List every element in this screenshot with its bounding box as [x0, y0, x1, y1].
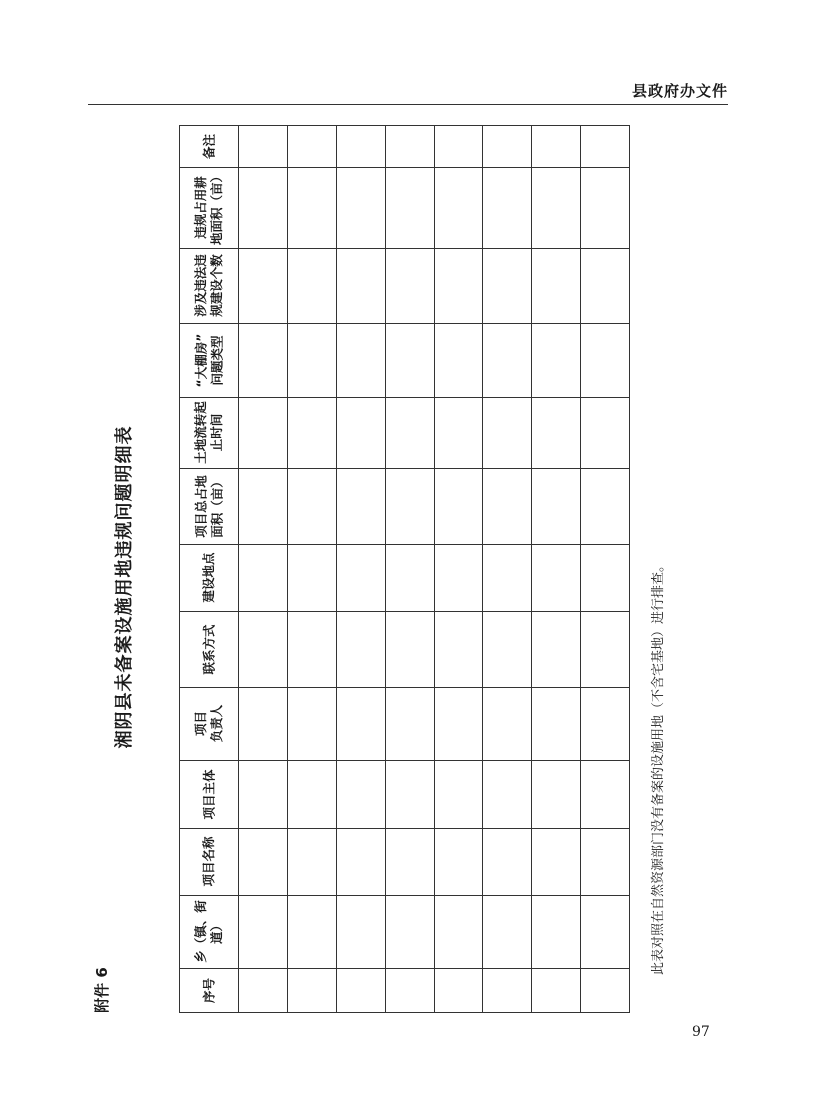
table-cell: [385, 397, 434, 468]
table-cell: [531, 611, 580, 687]
table-cell: [482, 397, 531, 468]
table-cell: [531, 397, 580, 468]
table-cell: [482, 895, 531, 968]
table-cell: [434, 828, 482, 895]
column-header: 项目主体: [200, 769, 216, 820]
table-cell: [531, 895, 580, 968]
table-cell: [238, 167, 287, 248]
footnote: 此表对照在自然资源部门没有备案的设施用地（不含宅基地）进行排查。: [651, 558, 666, 975]
table-cell: [434, 323, 482, 397]
table-cell: [482, 167, 531, 248]
table-cell: [336, 544, 385, 611]
table-cell: [482, 248, 531, 323]
table-cell: [238, 323, 287, 397]
table-cell: [385, 968, 434, 1012]
table-cell: [336, 968, 385, 1012]
table-cell: [238, 468, 287, 544]
table-cell: [287, 125, 336, 167]
table-cell: [580, 968, 629, 1012]
table-cell: [238, 611, 287, 687]
table-cell: [385, 167, 434, 248]
table-cell: [580, 760, 629, 828]
header-cell: [179, 687, 238, 760]
table-cell: [434, 248, 482, 323]
header-cell: [179, 397, 238, 468]
table-cell: [385, 611, 434, 687]
table-cell: [287, 611, 336, 687]
table-cell: [238, 544, 287, 611]
table-cell: [580, 125, 629, 167]
table-cell: [336, 125, 385, 167]
column-header: 乡（镇、街 道）: [192, 900, 224, 963]
table-cell: [482, 828, 531, 895]
table-cell: [385, 544, 434, 611]
table-cell: [580, 611, 629, 687]
table-cell: [482, 323, 531, 397]
header-cell: [179, 760, 238, 828]
table-cell: [287, 895, 336, 968]
table-title: 湘阴县未备案设施用地违规问题明细表: [114, 425, 135, 749]
header-cell: [179, 611, 238, 687]
table-cell: [580, 323, 629, 397]
table-cell: [482, 687, 531, 760]
table-cell: [336, 895, 385, 968]
table-cell: [385, 895, 434, 968]
column-header: 建设地点: [200, 552, 216, 603]
table-cell: [482, 468, 531, 544]
column-header: 违规占用耕 地面积（亩）: [192, 170, 224, 246]
header-cell: [179, 828, 238, 895]
table-cell: [531, 167, 580, 248]
table-cell: [336, 687, 385, 760]
table-cell: [336, 248, 385, 323]
page-number: 97: [692, 1024, 710, 1040]
table-cell: [580, 687, 629, 760]
table-cell: [238, 248, 287, 323]
table-cell: [287, 397, 336, 468]
table-cell: [434, 687, 482, 760]
table-cell: [238, 687, 287, 760]
table-cell: [336, 323, 385, 397]
column-header: 项目总占地 面积（亩）: [192, 474, 224, 538]
header-title: 县政府办文件: [631, 82, 728, 100]
table-cell: [336, 468, 385, 544]
table-cell: [482, 611, 531, 687]
table-cell: [434, 968, 482, 1012]
table-cell: [580, 468, 629, 544]
table-cell: [482, 760, 531, 828]
table-cell: [434, 167, 482, 248]
table-cell: [238, 895, 287, 968]
table-cell: [580, 895, 629, 968]
table-cell: [434, 468, 482, 544]
table-cell: [531, 323, 580, 397]
header-rule: [88, 104, 728, 105]
table-cell: [287, 323, 336, 397]
table-cell: [336, 397, 385, 468]
table-cell: [287, 167, 336, 248]
table-cell: [385, 248, 434, 323]
header-cell: [179, 125, 238, 167]
column-header: 土地流转起 止时间: [192, 401, 224, 464]
table-cell: [580, 828, 629, 895]
header-cell: [179, 248, 238, 323]
column-header: 项目 负责人: [192, 704, 224, 743]
table-cell: [238, 125, 287, 167]
header-cell: [179, 544, 238, 611]
table-cell: [531, 968, 580, 1012]
table-cell: [580, 544, 629, 611]
table-cell: [434, 544, 482, 611]
column-header: 项目名称: [200, 836, 216, 887]
table-cell: [287, 968, 336, 1012]
table-border: [629, 125, 630, 1013]
table-border: [179, 1012, 630, 1013]
table-cell: [385, 468, 434, 544]
table-cell: [434, 895, 482, 968]
table-cell: [385, 323, 434, 397]
header-cell: [179, 167, 238, 248]
header-cell: [179, 895, 238, 968]
column-header: “大棚房” 问题类型: [192, 333, 224, 387]
table-cell: [531, 248, 580, 323]
table-cell: [287, 760, 336, 828]
table-cell: [385, 687, 434, 760]
column-header: 联系方式: [200, 624, 216, 675]
table-cell: [385, 760, 434, 828]
header-cell: [179, 323, 238, 397]
table-cell: [336, 828, 385, 895]
table-cell: [531, 760, 580, 828]
table-cell: [482, 968, 531, 1012]
table-cell: [531, 687, 580, 760]
table-cell: [238, 760, 287, 828]
table-cell: [287, 248, 336, 323]
column-header: 序号: [200, 977, 216, 1003]
table-cell: [434, 397, 482, 468]
table-cell: [531, 125, 580, 167]
table-cell: [580, 397, 629, 468]
table-cell: [434, 125, 482, 167]
table-cell: [482, 544, 531, 611]
table-cell: [580, 248, 629, 323]
table-cell: [238, 968, 287, 1012]
column-header: 备注: [200, 133, 216, 159]
table-cell: [287, 828, 336, 895]
table-cell: [531, 468, 580, 544]
table-cell: [434, 760, 482, 828]
header-cell: [179, 468, 238, 544]
table-cell: [336, 611, 385, 687]
table-cell: [336, 167, 385, 248]
table-cell: [287, 687, 336, 760]
table-cell: [238, 397, 287, 468]
table-cell: [531, 828, 580, 895]
table-cell: [385, 828, 434, 895]
header-cell: [179, 968, 238, 1012]
table-cell: [287, 468, 336, 544]
table-cell: [385, 125, 434, 167]
table-cell: [580, 167, 629, 248]
table-cell: [287, 544, 336, 611]
table-cell: [238, 828, 287, 895]
column-header: 涉及违法违 规建设个数: [192, 254, 224, 317]
table-cell: [482, 125, 531, 167]
table-cell: [336, 760, 385, 828]
attachment-label: 附件 6: [93, 967, 111, 1013]
table-cell: [531, 544, 580, 611]
table-cell: [434, 611, 482, 687]
